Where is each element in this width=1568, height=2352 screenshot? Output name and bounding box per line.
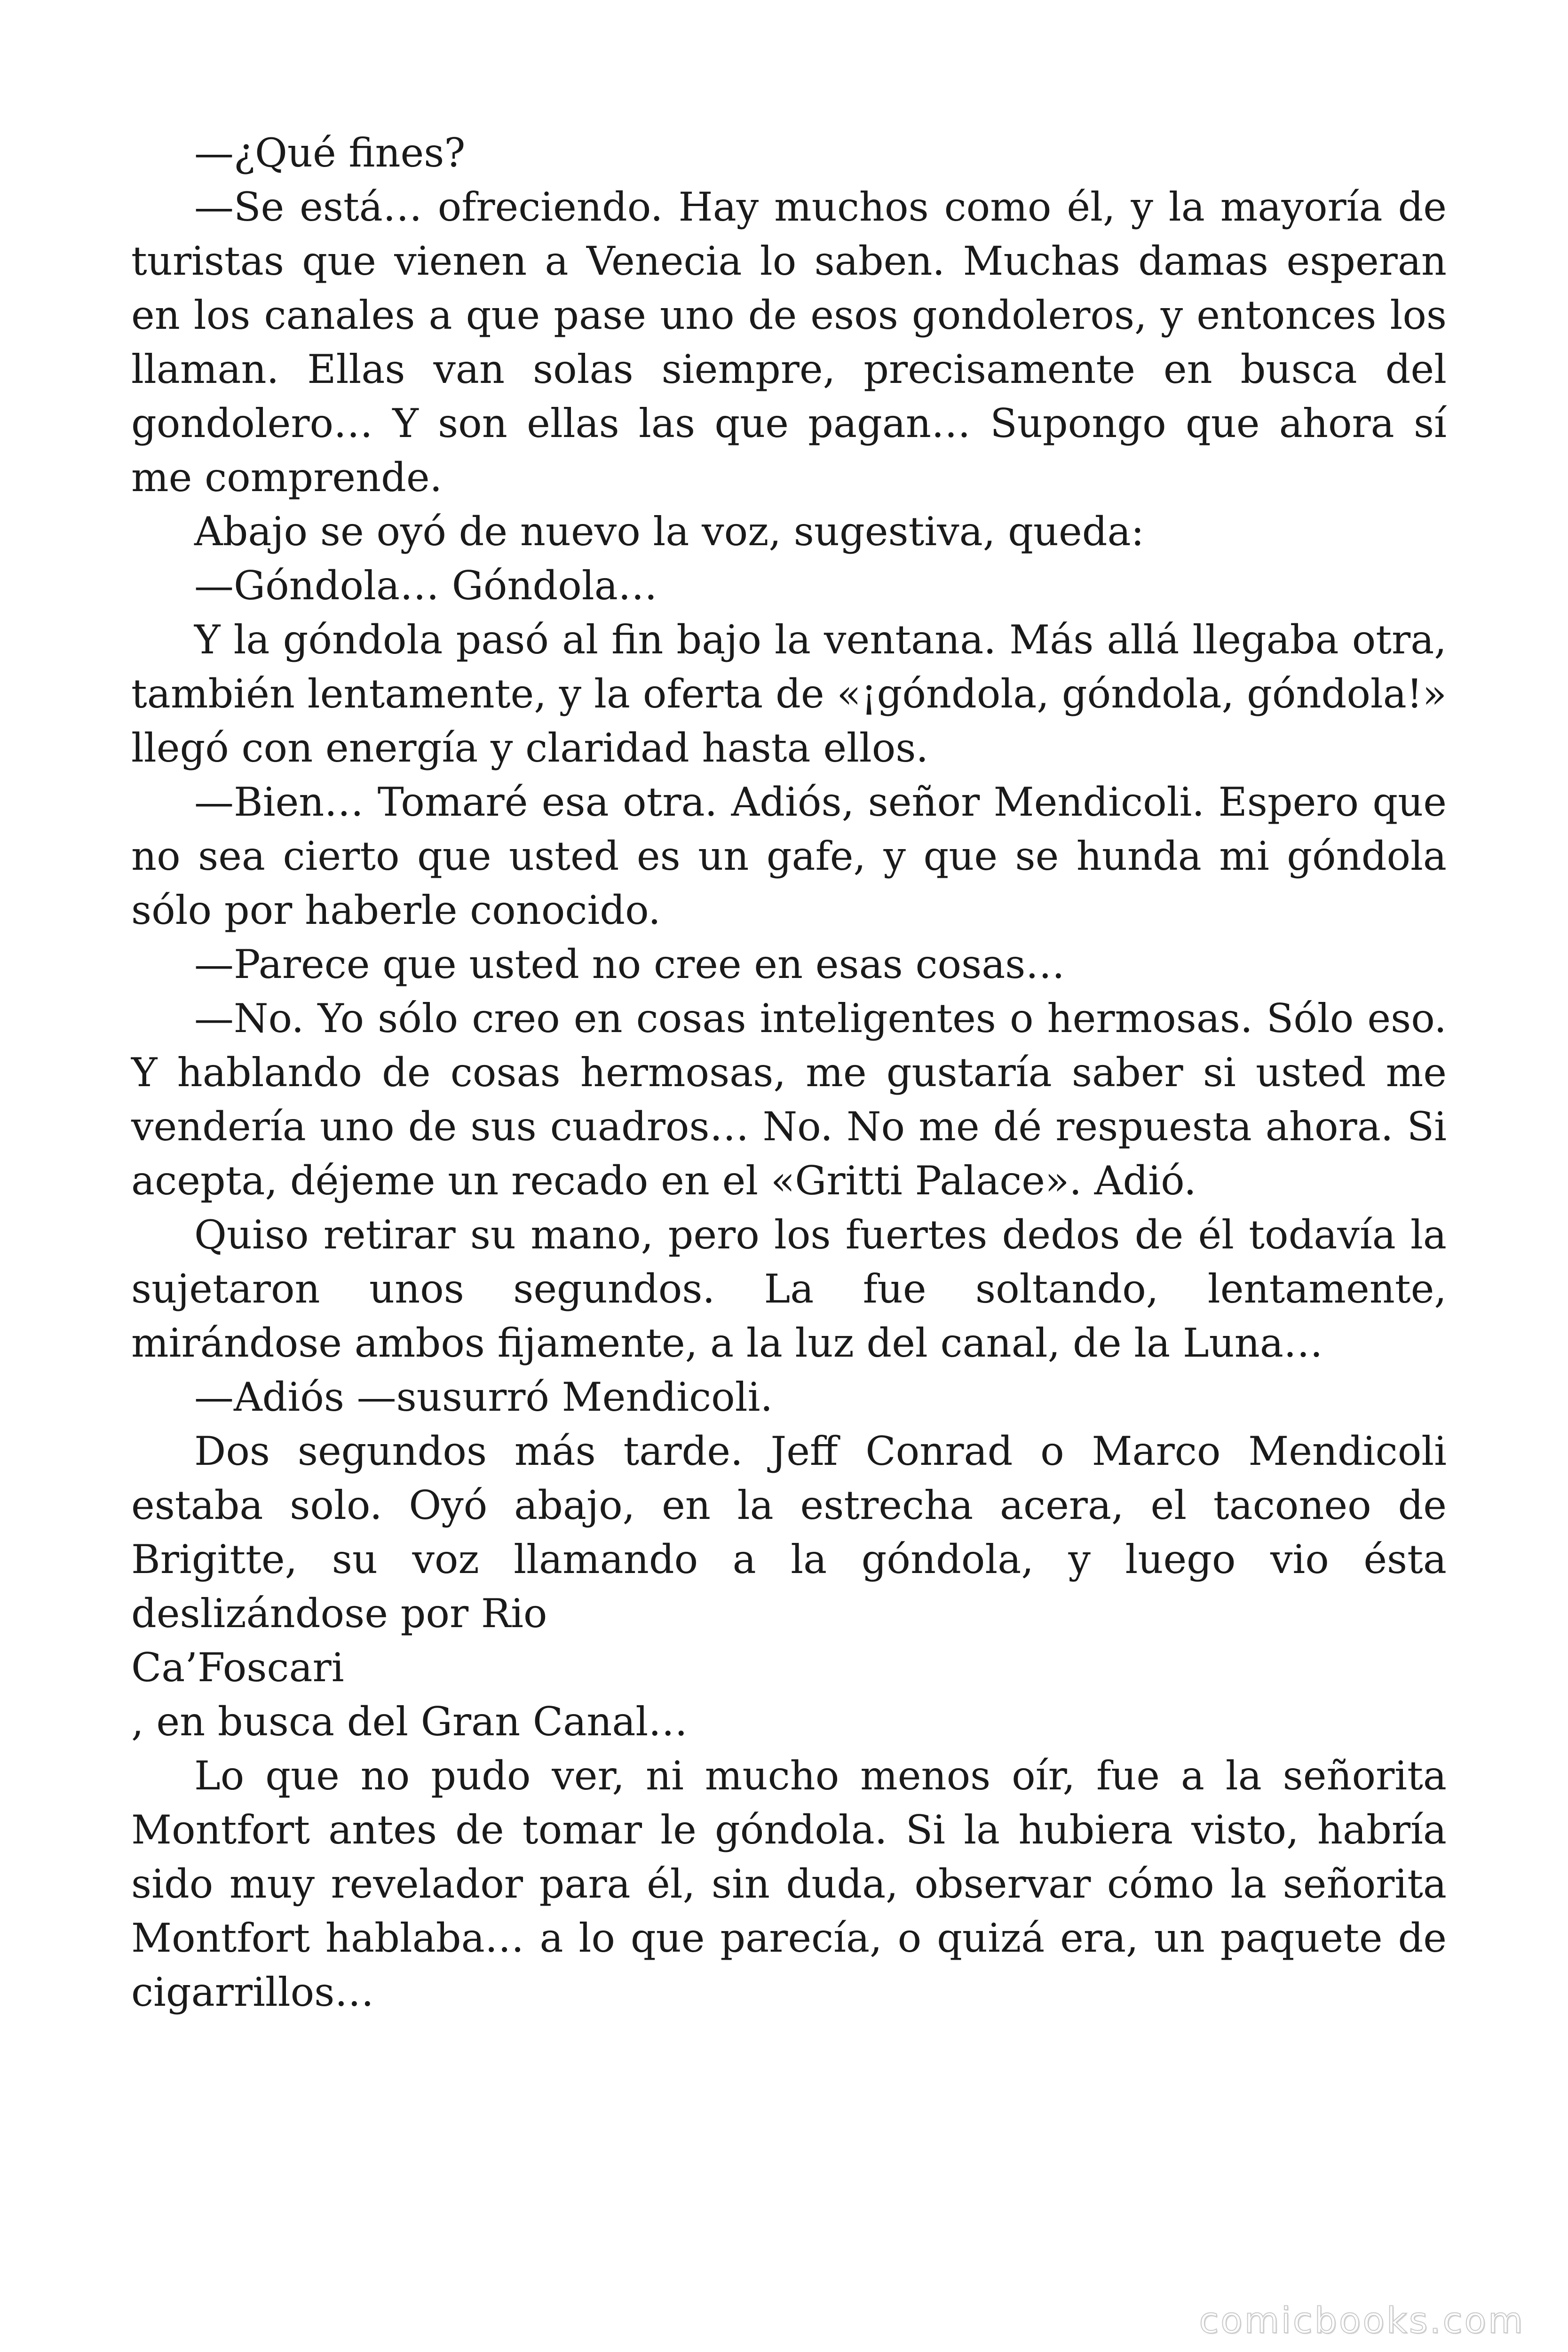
- paragraph: —Adiós —susurró Mendicoli.: [194, 1374, 773, 1420]
- paragraph: —Parece que usted no cree en esas cosas…: [194, 941, 1065, 987]
- paragraph-continuation: Ca’Foscari: [131, 1645, 344, 1691]
- paragraph: Quiso retirar su mano, pero los fuertes dedos de él todavía la sujetaron unos segundos. La fue soltando, lentamente, mirándose ambos fijamente, a la luz del canal, de la Luna…: [131, 1212, 1447, 1366]
- paragraph: —Se está… ofreciendo. Hay muchos como él, y la mayoría de turistas que vienen a Venecia lo saben. Muchas damas esperan en los canales a que pase uno de esos gondoleros, y entonces los llaman. Ellas van solas siempre, precisamente en busca del gondolero… Y son ellas las que pagan… Supongo que ahora sí me comprende.: [131, 184, 1447, 501]
- paragraph: —¿Qué fines?: [194, 130, 466, 176]
- watermark-logo: comicbooks.com: [1199, 2299, 1525, 2341]
- paragraph: Lo que no pudo ver, ni mucho menos oír, fue a la señorita Montfort antes de tomar le góndola. Si la hubiera visto, habría sido muy revelador para él, sin duda, observar cómo la señorita Montfort hablaba… a lo que parecía, o quizá era, un paquete de cigarrillos…: [131, 1753, 1447, 2015]
- paragraph: —No. Yo sólo creo en cosas inteligentes o hermosas. Sólo eso. Y hablando de cosas hermosas, me gustaría saber si usted me vendería uno de sus cuadros… No. No me dé respuesta ahora. Si acepta, déjeme un recado en el «Gritti Palace». Adió.: [131, 995, 1447, 1204]
- paragraph: Y la góndola pasó al fin bajo la ventana. Más allá llegaba otra, también lentamente, y la oferta de «¡góndola, góndola, góndola!» llegó con energía y claridad hasta ellos.: [131, 617, 1447, 771]
- paragraph: Abajo se oyó de nuevo la voz, sugestiva, queda:: [194, 509, 1144, 555]
- paragraph: Dos segundos más tarde. Jeff Conrad o Marco Mendicoli estaba solo. Oyó abajo, en la estrecha acera, el taconeo de Brigitte, su voz llamando a la góndola, y luego vio ésta deslizándose por Rio: [131, 1428, 1447, 1637]
- paragraph-continuation: , en busca del Gran Canal…: [131, 1699, 688, 1745]
- body-text: [131, 126, 1447, 2019]
- paragraph: —Bien… Tomaré esa otra. Adiós, señor Mendicoli. Espero que no sea cierto que usted es un gafe, y que se hunda mi góndola sólo por haberle conocido.: [131, 779, 1447, 933]
- paragraph: —Góndola… Góndola…: [194, 563, 657, 609]
